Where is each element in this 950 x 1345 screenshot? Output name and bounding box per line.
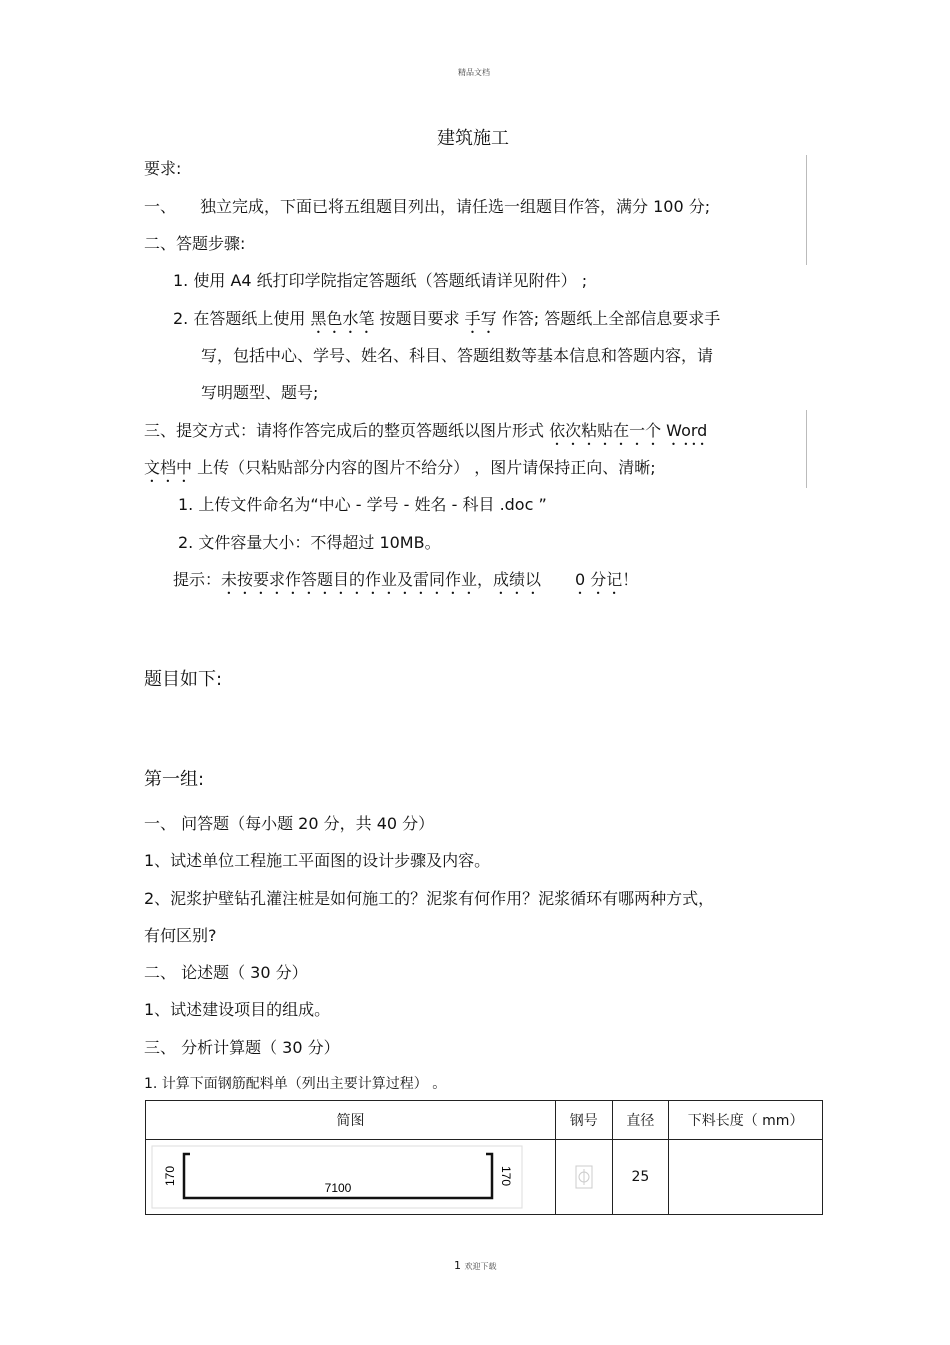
header-diameter: 直径 — [612, 1101, 669, 1140]
section-1: 一、 问答题（每小题 20 分，共 40 分） — [144, 814, 435, 833]
submit-text: 三、提交方式：请将作答完成后的整页答题纸以图片形式 — [144, 421, 550, 440]
page-number: 1 — [454, 1259, 461, 1272]
submit-method — [144, 418, 707, 449]
questions-heading: 题目如下: — [144, 669, 223, 690]
steel-symbol-icon — [574, 1164, 594, 1190]
question-2: 2、泥浆护壁钻孔灌注桩是如何施工的？泥浆有何作用？泥浆循环有哪两种方式， — [144, 889, 715, 908]
header-watermark: 精品文档 — [458, 68, 490, 77]
step-2-emphasis-pen: 黑色水笔 — [310, 309, 375, 328]
upload-rule-2: 2. 文件容量大小：不得超过 10MB。 — [178, 533, 441, 552]
hint-score: 0 分记！ — [575, 570, 639, 589]
length-cell — [669, 1140, 823, 1215]
step-1: 1. 使用 A4 纸打印学院指定答题纸（答题纸请详见附件） ; — [173, 271, 588, 290]
question-4: 1. 计算下面钢筋配料单（列出主要计算过程） 。 — [144, 1076, 447, 1092]
question-2-line-2: 有何区别? — [144, 926, 217, 945]
step-2-text: 作答; 答题纸上全部信息要求手 — [496, 309, 721, 328]
hint — [173, 567, 638, 598]
group-heading: 第一组: — [144, 769, 205, 790]
step-2-line-3: 写明题型、题号; — [201, 383, 319, 402]
upload-rule-1: 1. 上传文件命名为“中心 - 学号 - 姓名 - 科目 .doc ” — [178, 495, 547, 514]
question-1: 1、试述单位工程施工平面图的设计步骤及内容。 — [144, 851, 491, 870]
steel-no-cell — [556, 1140, 613, 1215]
requirement-item-1: 一、 独立完成，下面已将五组题目列出，请任选一组题目作答，满分 100 分; — [144, 197, 711, 216]
dim-right: 170 — [499, 1165, 513, 1187]
question-3: 1、试述建设项目的组成。 — [144, 1000, 331, 1019]
page-title: 建筑施工 — [437, 128, 509, 149]
diameter-cell: 25 — [612, 1140, 669, 1215]
submit-text: 上传（只粘贴部分内容的图片不给分） ，图片请保持正向、清晰; — [192, 458, 656, 477]
requirement-item-2: 二、答题步骤: — [144, 234, 246, 253]
step-2-text: 按题目要求 — [374, 309, 465, 328]
requirements-label: 要求: — [144, 159, 182, 178]
rebar-table — [145, 1100, 823, 1215]
margin-line — [806, 155, 807, 265]
hint-label: 提示： — [173, 570, 222, 589]
step-2-line-2: 写，包括中心、学号、姓名、科目、答题组数等基本信息和答题内容，请 — [201, 346, 714, 365]
submit-emphasis-doc: 文档中 — [144, 458, 193, 477]
step-2-emphasis-handwrite: 手写 — [464, 309, 497, 328]
header-length: 下料长度（ mm） — [669, 1101, 823, 1140]
footer-text: 欢迎下载 — [464, 1262, 497, 1271]
header-steel-no: 钢号 — [556, 1101, 613, 1140]
footer — [454, 1259, 497, 1272]
rebar-sketch — [146, 1140, 555, 1214]
step-2-text: 2. 在答题纸上使用 — [173, 309, 311, 328]
section-2: 二、 论述题（ 30 分） — [144, 963, 308, 982]
table-header-row — [146, 1101, 823, 1140]
dim-middle: 7100 — [324, 1181, 352, 1195]
header-sketch: 简图 — [146, 1101, 556, 1140]
step-2 — [173, 306, 720, 337]
hint-emphasis: 未按要求作答题目的作业及雷同作业，成绩以 — [221, 570, 542, 589]
submit-emphasis: 依次粘贴在一个 Word — [549, 421, 708, 440]
submit-method-line-2 — [144, 455, 656, 486]
table-row — [146, 1140, 823, 1215]
rebar-sketch-cell — [146, 1140, 556, 1215]
dim-left: 170 — [163, 1165, 177, 1187]
margin-line — [806, 410, 807, 488]
section-3: 三、 分析计算题（ 30 分） — [144, 1038, 340, 1057]
